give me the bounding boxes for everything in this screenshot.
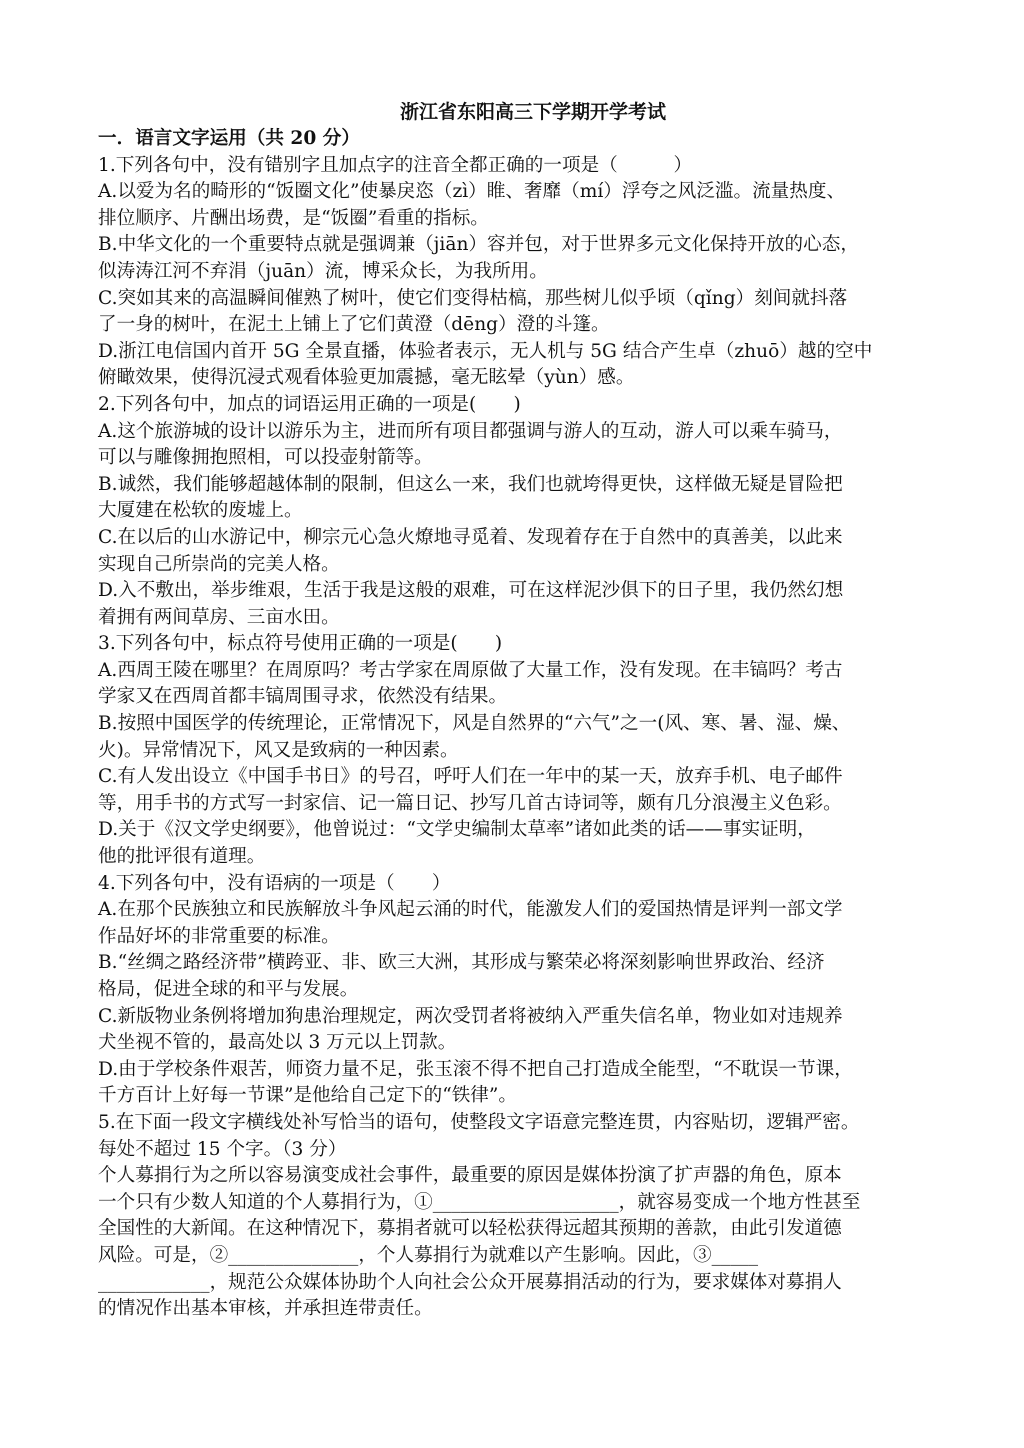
text-line: 1.下列各句中，没有错别字且加点字的注音全都正确的一项是（ ） [98, 154, 693, 176]
text-line: A.这个旅游城的设计以游乐为主，进而所有项目都强调与游人的互动，游人可以乘车骑马， [98, 420, 843, 442]
text-line: C.新版物业条例将增加狗患治理规定，两次受罚者将被纳入严重失信名单，物业如对违规养 [98, 1005, 843, 1027]
text-line: 一个只有少数人知道的个人募捐行为，①____________________，就容易变成一个地方性甚至 [98, 1191, 861, 1213]
text-line: 实现自己所崇尚的完美人格。 [98, 553, 340, 575]
text-line: 他的批评很有道理。 [98, 846, 266, 868]
text-line: A.以爱为名的畸形的“饭圈文化”使暴戾恣（zì）睢、奢靡（mí）浮夸之风泛滥。流量热度、 [98, 181, 846, 203]
exam-page [98, 98, 938, 1323]
text-line: D.关于《汉文学史纲要》，他曾说过：“文学史编制太草率”诸如此类的话——事实证明， [98, 819, 816, 841]
text-line: 排位顺序、片酬出场费，是“饭圈”看重的指标。 [98, 207, 489, 229]
text-line: A.在那个民族独立和民族解放斗争风起云涌的时代，能激发人们的爱国热情是评判一部文学 [98, 899, 843, 921]
text-line: 学家又在西周首都丰镐周围寻求，依然没有结果。 [98, 686, 508, 708]
text-line: 每处不超过 15 个字。（3 分） [98, 1138, 347, 1160]
text-line: 俯瞰效果，使得沉浸式观看体验更加震撼，毫无眩晕（yùn）感。 [98, 367, 635, 389]
text-line: B.中华文化的一个重要特点就是强调兼（jiān）容并包，对于世界多元文化保持开放的心态， [98, 234, 859, 256]
text-line: 着拥有两间草房、三亩水田。 [98, 606, 340, 628]
text-line: 全国性的大新闻。在这种情况下，募捐者就可以轻松获得远超其预期的善款，由此引发道德 [98, 1218, 842, 1240]
text-line: C.在以后的山水游记中，柳宗元心急火燎地寻觅着、发现着存在于自然中的真善美，以此来 [98, 526, 843, 548]
text-line: 4.下列各句中，没有语病的一项是（ ） [98, 872, 451, 894]
text-line: 犬坐视不管的，最高处以 3 万元以上罚款。 [98, 1032, 457, 1054]
text-line: D.由于学校条件艰苦，师资力量不足，张玉滚不得不把自己打造成全能型，“不耽误一节课， [98, 1058, 853, 1080]
text-line: 火)。异常情况下，风又是致病的一种因素。 [98, 739, 459, 761]
text-line: 5.在下面一段文字横线处补写恰当的语句，使整段文字语意完整连贯，内容贴切，逻辑严密。 [98, 1111, 860, 1133]
text-line: 的情况作出基本审核，并承担连带责任。 [98, 1298, 433, 1320]
question-text [98, 153, 938, 1323]
text-line: 作品好坏的非常重要的标准。 [98, 925, 340, 947]
text-line: B.诚然，我们能够超越体制的限制，但这么一来，我们也就垮得更快，这样做无疑是冒险把 [98, 473, 843, 495]
text-line: B.“丝绸之路经济带”横跨亚、非、欧三大洲，其形成与繁荣必将深刻影响世界政治、经济 [98, 952, 825, 974]
text-line: D.入不敷出，举步维艰，生活于我是这般的艰难，可在这样泥沙俱下的日子里，我仍然幻想 [98, 580, 844, 602]
text-line: 个人募捐行为之所以容易演变成社会事件，最重要的原因是媒体扮演了扩声器的角色，原本 [98, 1165, 842, 1187]
text-line: 可以与雕像拥抱照相，可以投壶射箭等。 [98, 447, 433, 469]
text-line: 似涛涛江河不弃涓（juān）流，博采众长，为我所用。 [98, 260, 548, 282]
text-line: 风险。可是，②______________，个人募捐行为就难以产生影响。因此，③_____ [98, 1244, 759, 1266]
text-line: 格局，促进全球的和平与发展。 [98, 979, 359, 1000]
section-heading: 一．语言文字运用（共 20 分） [98, 128, 360, 149]
text-line: C.突如其来的高温瞬间催熟了树叶，使它们变得枯槁，那些树儿似乎顷（qǐng）刻间就抖落 [98, 287, 848, 309]
text-line: C.有人发出设立《中国手书日》的号召，呼吁人们在一年中的某一天，放弃手机、电子邮件 [98, 766, 843, 788]
text-line: 千方百计上好每一节课”是他给自己定下的“铁律”。 [98, 1085, 517, 1107]
text-line: ____________，规范公众媒体协助个人向社会公众开展募捐活动的行为，要求媒体对募捐人 [98, 1271, 842, 1293]
text-line: 等，用手书的方式写一封家信、记一篇日记、抄写几首古诗词等，颇有几分浪漫主义色彩。 [98, 792, 842, 814]
text-line: 2.下列各句中，加点的词语运用正确的一项是( ) [98, 393, 521, 415]
page-title: 浙江省东阳高三下学期开学考试 [399, 101, 666, 123]
text-line: A.西周王陵在哪里？在周原吗？考古学家在周原做了大量工作，没有发现。在丰镐吗？考古 [98, 659, 843, 681]
text-line: 3.下列各句中，标点符号使用正确的一项是( ) [98, 633, 503, 655]
text-line: 了一身的树叶，在泥土上铺上了它们黄澄（dēng）澄的斗篷。 [98, 314, 610, 336]
text-line: D.浙江电信国内首开 5G 全景直播，体验者表示，无人机与 5G 结合产生卓（zhuō）越的空中 [98, 340, 873, 362]
text-line: B.按照中国医学的传统理论，正常情况下，风是自然界的“六气”之一(风、寒、暑、湿、燥、 [98, 713, 851, 735]
text-line: 大厦建在松软的废墟上。 [98, 500, 303, 522]
